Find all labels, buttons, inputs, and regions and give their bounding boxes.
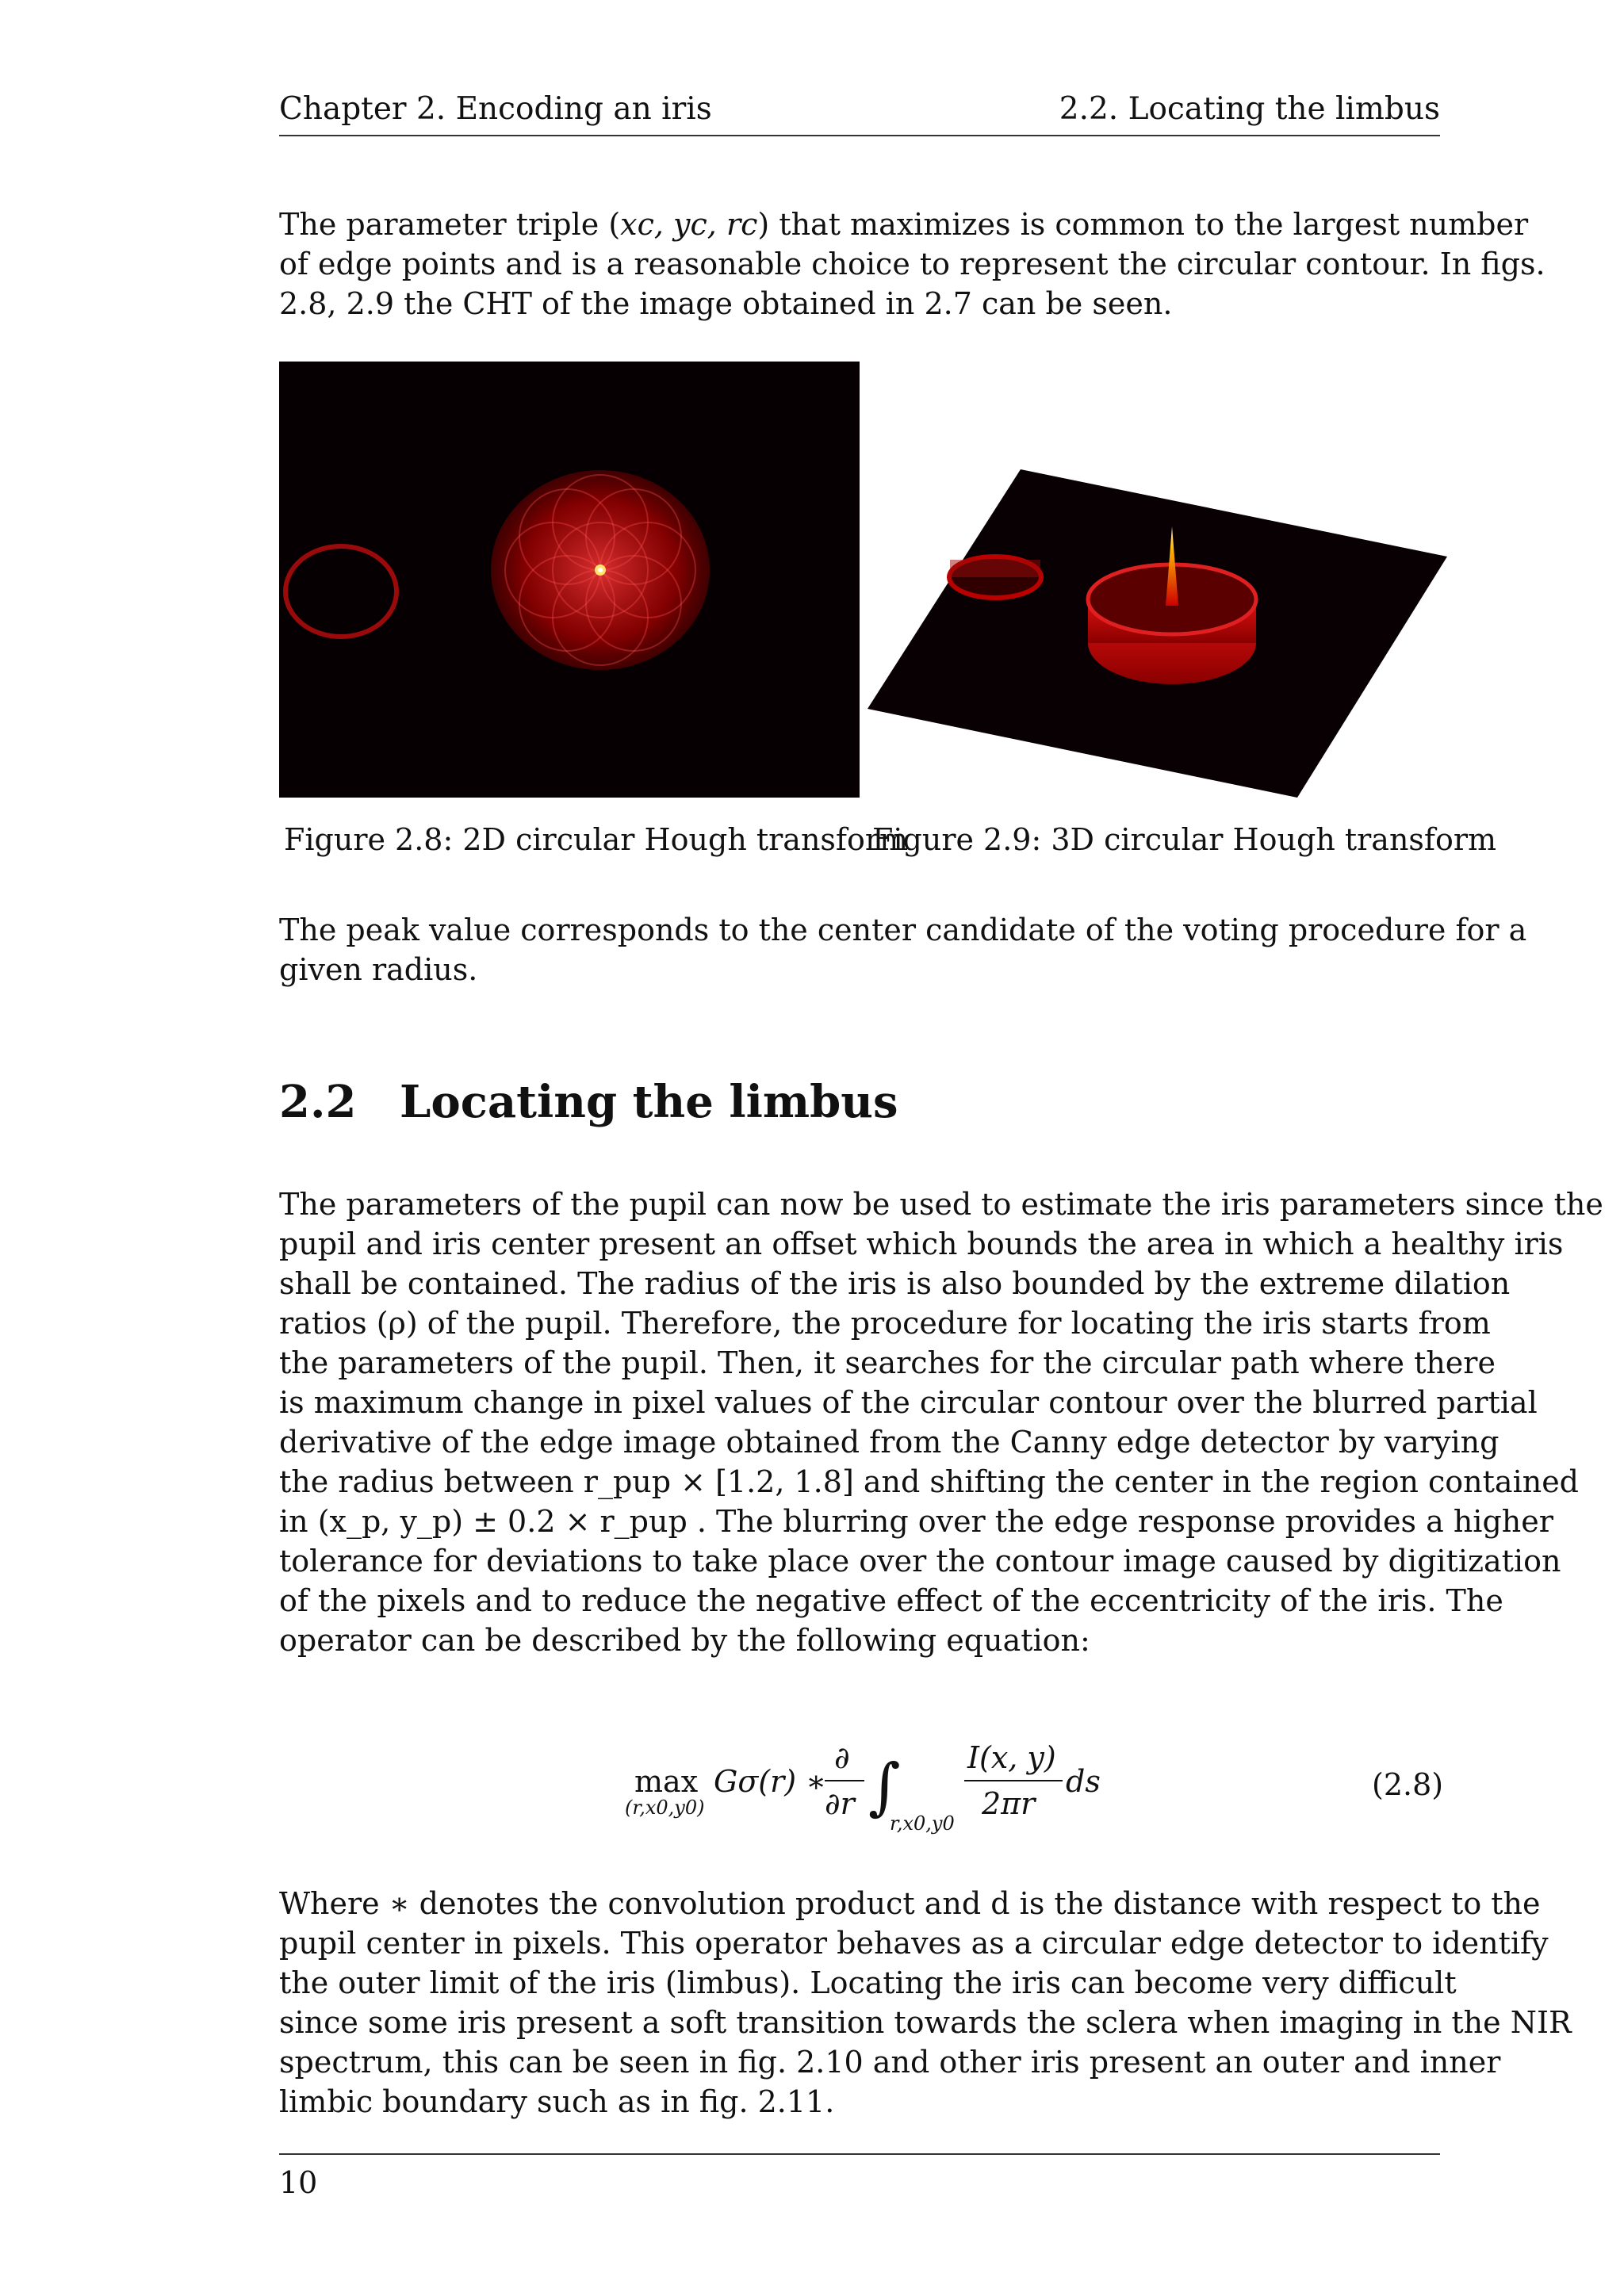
hough-2d-image xyxy=(279,362,860,798)
eq-partial-den: ∂r xyxy=(825,1786,855,1821)
peak-paragraph xyxy=(279,910,1527,989)
closing-line: the outer limit of the iris (limbus). Locating the iris can become very difficult xyxy=(279,1965,1457,2000)
body-line: pupil and iris center present an offset which bounds the area in which a healthy iris xyxy=(279,1226,1564,1261)
integral-icon: ∫ xyxy=(868,1751,901,1823)
closing-line: since some iris present a soft transition towards the sclera when imaging in the NIR xyxy=(279,2005,1572,2040)
intro-line-2: of edge points and is a reasonable choice to represent the circular contour. In figs. xyxy=(279,247,1545,281)
eq-partial-num: ∂ xyxy=(834,1740,850,1775)
eq-integral-sub: r,x0,y0 xyxy=(890,1812,955,1835)
body-line: derivative of the edge image obtained from the Canny edge detector by varying xyxy=(279,1425,1500,1460)
body-line: shall be contained. The radius of the iris is also bounded by the extreme dilation xyxy=(279,1266,1511,1301)
body-line: the parameters of the pupil. Then, it searches for the circular path where there xyxy=(279,1345,1496,1380)
section-heading xyxy=(279,1072,898,1132)
eq-ds: ds xyxy=(1066,1764,1101,1799)
body-line: tolerance for deviations to take place over the contour image caused by digitization xyxy=(279,1544,1561,1578)
eq-max: max xyxy=(634,1764,699,1799)
footer-rule xyxy=(279,2153,1440,2155)
running-header xyxy=(279,89,1440,136)
page-number: 10 xyxy=(279,2165,318,2200)
eq-frac-num: I(x, y) xyxy=(967,1740,1056,1775)
closing-line: limbic boundary such as in fig. 2.11. xyxy=(279,2084,835,2119)
figure-2-8-caption: Figure 2.8: 2D circular Hough transform xyxy=(284,822,909,857)
intro-line-3: 2.8, 2.9 the CHT of the image obtained in 2.7 can be seen. xyxy=(279,286,1173,321)
eq-frac-den: 2πr xyxy=(982,1786,1036,1821)
hough-3d-image xyxy=(866,362,1453,806)
body-line: ratios (ρ) of the pupil. Therefore, the procedure for locating the iris starts from xyxy=(279,1306,1491,1341)
body-line: is maximum change in pixel values of the circular contour over the blurred partial xyxy=(279,1385,1538,1420)
equation-2-8 xyxy=(603,1728,1174,1839)
body-line: operator can be described by the following equation: xyxy=(279,1623,1090,1658)
equation-number: (2.8) xyxy=(1372,1767,1444,1802)
intro-paragraph xyxy=(279,205,1545,323)
header-chapter: Chapter 2. Encoding an iris xyxy=(279,91,712,127)
header-section: 2.2. Locating the limbus xyxy=(1059,91,1440,127)
peak-line-1: The peak value corresponds to the center candidate of the voting procedure for a xyxy=(279,913,1527,947)
peak-line-2: given radius. xyxy=(279,952,478,987)
body-line: The parameters of the pupil can now be used to estimate the iris parameters since the xyxy=(279,1187,1603,1222)
closing-line: Where ∗ denotes the convolution product and d is the distance with respect to the xyxy=(279,1886,1541,1921)
body-line: the radius between r_pup × [1.2, 1.8] and shifting the center in the region contained xyxy=(279,1464,1580,1499)
closing-line: pupil center in pixels. This operator behaves as a circular edge detector to identify xyxy=(279,1926,1549,1961)
body-line: of the pixels and to reduce the negative effect of the eccentricity of the iris. The xyxy=(279,1583,1503,1618)
intro-line-1: The parameter triple (xc, yc, rc) that maximizes is common to the largest number xyxy=(279,207,1529,242)
figure-2-9-caption: Figure 2.9: 3D circular Hough transform xyxy=(872,822,1497,857)
closing-paragraph xyxy=(279,1884,1572,2122)
section-title: Locating the limbus xyxy=(400,1076,898,1128)
eq-max-sub: (r,x0,y0) xyxy=(625,1797,705,1819)
section-number: 2.2 xyxy=(279,1076,357,1128)
eq-g: Gσ(r) ∗ xyxy=(714,1764,827,1799)
closing-line: spectrum, this can be seen in fig. 2.10 and other iris present an outer and inner xyxy=(279,2045,1501,2080)
body-line: in (x_p, y_p) ± 0.2 × r_pup . The blurring over the edge response provides a higher xyxy=(279,1504,1553,1539)
body-paragraph xyxy=(279,1184,1603,1660)
